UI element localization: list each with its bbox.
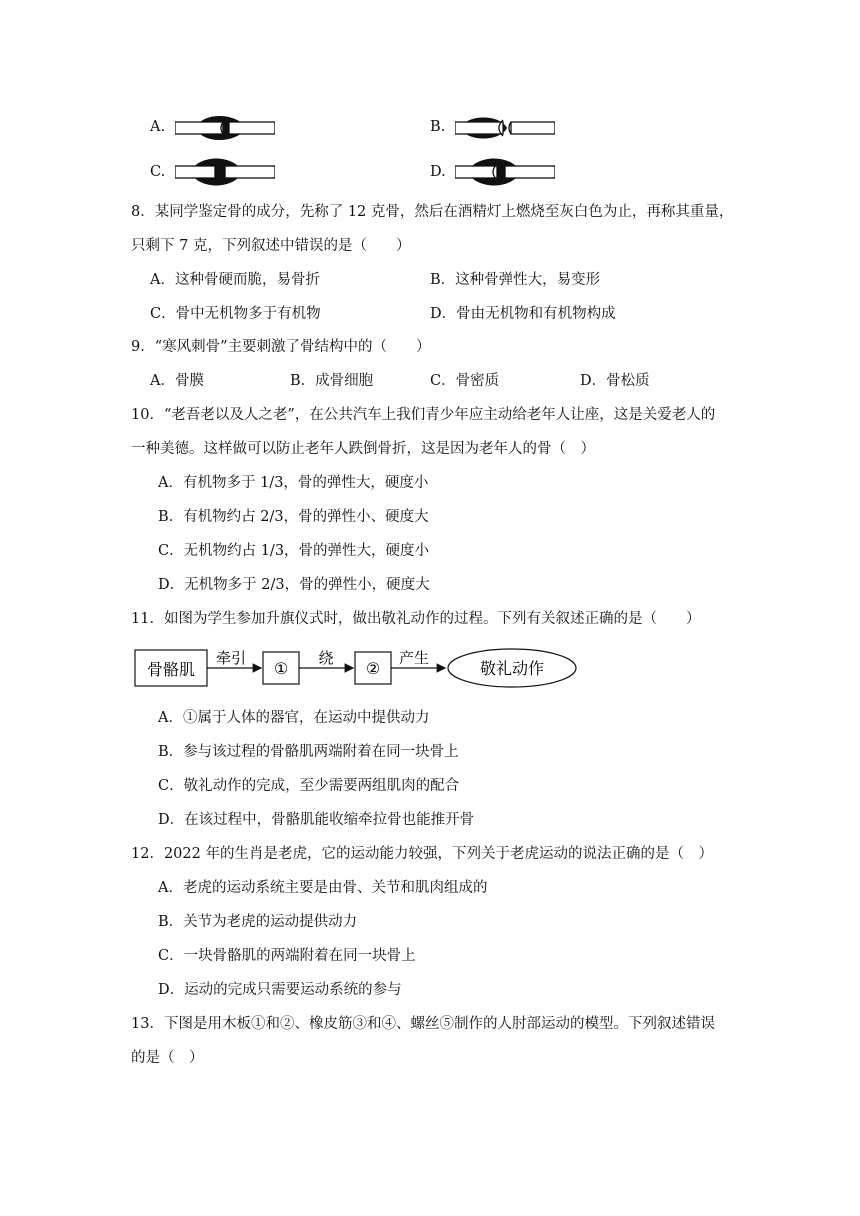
q10-stem-line1: 10．“老吾老以及人之老”，在公共汽车上我们青少年应主动给老年人让座，这是关爱老人的 [131,407,716,423]
q12-option-b[interactable]: B．关节为老虎的运动提供动力 [158,914,358,930]
q9-option-d[interactable]: D．骨松质 [580,373,650,389]
q10-option-c[interactable]: C．无机物约占 1/3，骨的弹性大，硬度小 [158,543,430,559]
q8-stem-line2: 只剩下 7 克，下列叙述中错误的是（ ） [131,238,411,254]
q8-option-a[interactable]: A．这种骨硬而脆，易骨折 [150,272,320,288]
flow-arrow-3-label: 产生 [398,649,430,667]
q9-stem: 9．“寒风刺骨”主要刺激了骨结构中的（ ） [131,339,431,355]
joint-diagram-b-icon [455,108,555,148]
q8-option-b[interactable]: B．这种骨弹性大，易变形 [430,272,601,288]
q7-option-b-label[interactable]: B. [430,119,446,135]
flow-ellipse-salute-text: 敬礼动作 [479,659,545,678]
q13-stem-line1: 13．下图是用木板①和②、橡皮筋③和④、螺丝⑤制作的人肘部运动的模型。下列叙述错误 [131,1016,715,1032]
flow-box-skeletal-muscle-text: 骨骼肌 [146,660,196,679]
q12-option-c[interactable]: C．一块骨骼肌的两端附着在同一块骨上 [158,948,416,964]
q7-option-a-label[interactable]: A. [150,119,166,135]
q10-option-a[interactable]: A．有机物多于 1/3，骨的弹性大，硬度小 [158,475,429,491]
q7-option-d-label[interactable]: D. [430,164,446,180]
q12-stem: 12．2022 年的生肖是老虎，它的运动能力较强，下列关于老虎运动的说法正确的是（ ） [131,846,713,862]
q8-stem-line1: 8．某同学鉴定骨的成分，先称了 12 克骨，然后在酒精灯上燃烧至灰白色为止，再称其重量， [131,204,734,220]
q11-option-d[interactable]: D．在该过程中，骨骼肌能收缩牵拉骨也能推开骨 [158,812,475,828]
flow-box-1-text: ① [273,659,289,678]
joint-diagram-c-icon [175,152,275,192]
flow-arrow-2-label: 绕 [318,649,334,667]
q10-option-d[interactable]: D．无机物多于 2/3，骨的弹性小，硬度大 [158,577,430,593]
q11-option-a[interactable]: A．①属于人体的器官，在运动中提供动力 [158,710,430,726]
q11-option-b[interactable]: B．参与该过程的骨骼肌两端附着在同一块骨上 [158,744,459,760]
joint-diagram-a-icon [175,108,275,148]
q11-stem: 11．如图为学生参加升旗仪式时，做出敬礼动作的过程。下列有关叙述正确的是（ ） [131,611,701,627]
q9-option-a[interactable]: A．骨膜 [150,373,204,389]
q12-option-a[interactable]: A．老虎的运动系统主要是由骨、关节和肌肉组成的 [158,880,488,896]
salute-flow-diagram [131,646,581,692]
flow-arrow-1-label: 牵引 [215,649,247,667]
q9-option-c[interactable]: C．骨密质 [430,373,500,389]
joint-diagram-d-icon [455,152,555,192]
q8-option-d[interactable]: D．骨由无机物和有机物构成 [430,306,616,322]
flow-box-2-text: ② [365,659,381,678]
q11-option-c[interactable]: C．敬礼动作的完成，至少需要两组肌肉的配合 [158,778,460,794]
q9-option-b[interactable]: B．成骨细胞 [290,373,374,389]
q13-stem-line2: 的是（ ） [131,1050,204,1066]
q10-option-b[interactable]: B．有机物约占 2/3，骨的弹性小、硬度大 [158,509,429,525]
q8-option-c[interactable]: C．骨中无机物多于有机物 [150,306,321,322]
q7-option-c-label[interactable]: C. [150,164,166,180]
q10-stem-line2: 一种美德。这样做可以防止老年人跌倒骨折，这是因为老年人的骨（ ） [131,441,595,457]
q12-option-d[interactable]: D．运动的完成只需要运动系统的参与 [158,982,402,998]
